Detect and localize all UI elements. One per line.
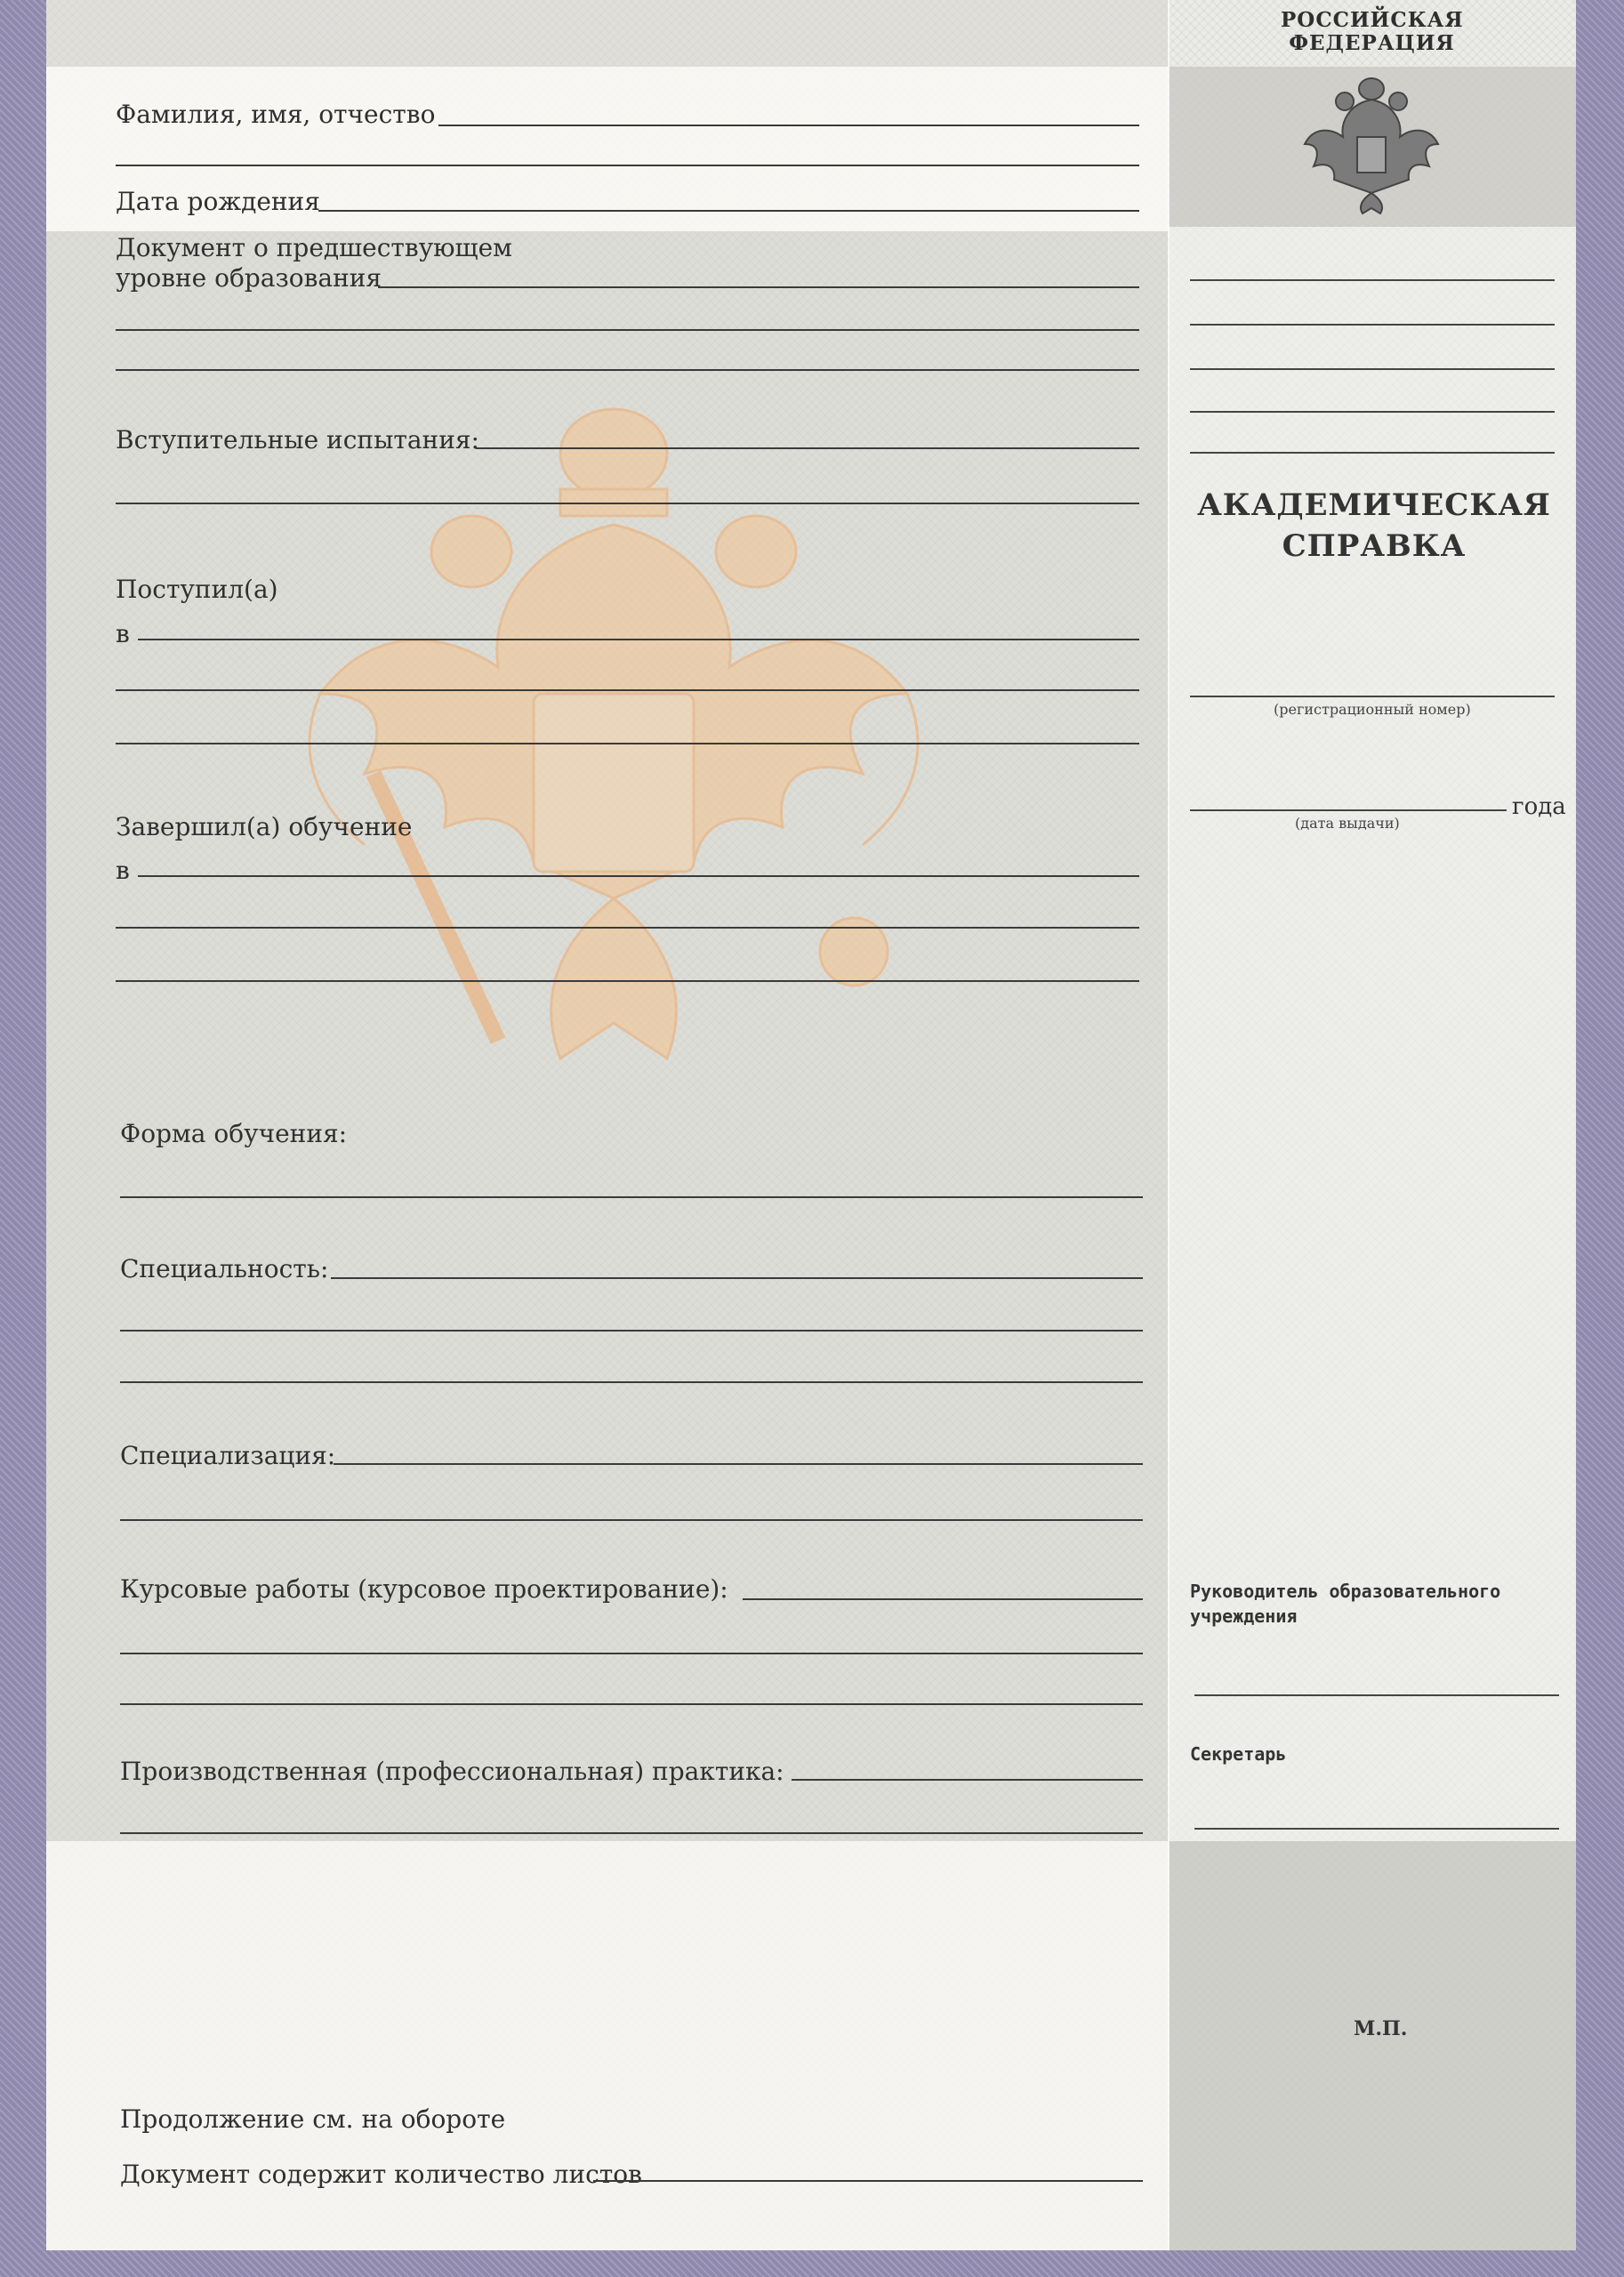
head-label-line-1: Руководитель образовательного — [1190, 1581, 1501, 1602]
bottom-band — [46, 1841, 1169, 2250]
right-blank-line-4 — [1190, 411, 1555, 413]
reg-number-caption: (регистрационный номер) — [1274, 701, 1471, 718]
eagle-watermark-icon — [267, 400, 961, 1130]
admitted-line-2 — [116, 689, 1139, 691]
coursework-line-3 — [120, 1703, 1143, 1705]
prev-education-line-3 — [116, 369, 1139, 371]
head-label-line-2: учреждения — [1190, 1605, 1298, 1627]
specialization-line-2 — [120, 1519, 1143, 1521]
continued-note: Продолжение см. на обороте — [120, 2104, 506, 2134]
birth-date-line — [318, 210, 1139, 212]
year-word: года — [1512, 793, 1566, 820]
practice-line-1 — [792, 1779, 1143, 1781]
sheet-count-label: Документ содержит количество листов — [120, 2160, 642, 2189]
top-strip — [46, 0, 1169, 67]
admitted-label: Поступил(а) — [116, 575, 278, 604]
completed-line-1 — [138, 875, 1139, 877]
coat-of-arms-icon — [1300, 73, 1443, 215]
title-line-1: АКАДЕМИЧЕСКАЯ — [1197, 487, 1551, 523]
secretary-label: Секретарь — [1190, 1743, 1287, 1765]
right-border — [1576, 0, 1624, 2277]
coursework-line-1 — [743, 1598, 1143, 1600]
completed-line-2 — [116, 927, 1139, 929]
column-divider — [1168, 0, 1170, 2250]
reg-number-line — [1190, 696, 1555, 697]
completed-label: Завершил(а) обучение — [116, 812, 413, 841]
full-name-line-1 — [438, 125, 1139, 126]
completed-line-3 — [116, 980, 1139, 982]
full-name-label: Фамилия, имя, отчество — [116, 100, 436, 129]
bottom-border — [0, 2250, 1624, 2277]
prev-education-label-1: Документ о предшествующем — [116, 233, 512, 262]
coursework-label: Курсовые работы (курсовое проектирование): — [120, 1574, 728, 1604]
country-name — [1281, 9, 1463, 55]
specialty-line-1 — [331, 1277, 1143, 1279]
entrance-exams-label: Вступительные испытания: — [116, 425, 479, 455]
specialty-line-3 — [120, 1381, 1143, 1383]
left-border — [0, 0, 46, 2277]
country-line-1: РОССИЙСКАЯ — [1281, 8, 1464, 32]
sheet-count-line — [593, 2180, 1143, 2182]
admitted-line-3 — [116, 743, 1139, 744]
issue-date-line — [1190, 809, 1507, 811]
document-title — [1192, 485, 1556, 567]
entrance-exams-line-2 — [116, 503, 1139, 504]
entrance-exams-line-1 — [476, 447, 1139, 449]
prev-education-line-2 — [116, 329, 1139, 331]
seal-panel — [1169, 1841, 1576, 2250]
right-blank-line-1 — [1190, 279, 1555, 281]
country-line-2: ФЕДЕРАЦИЯ — [1289, 31, 1455, 55]
practice-line-2 — [120, 1832, 1143, 1834]
admitted-in-label: в — [116, 619, 130, 648]
admitted-line-1 — [138, 639, 1139, 640]
completed-in-label: в — [116, 856, 130, 885]
coursework-line-2 — [120, 1653, 1143, 1654]
secretary-signature-line — [1194, 1828, 1559, 1830]
birth-date-label: Дата рождения — [116, 187, 320, 216]
seal-place-label: М.П. — [1354, 2017, 1408, 2040]
issue-date-caption: (дата выдачи) — [1295, 815, 1400, 832]
practice-label: Производственная (профессиональная) практика: — [120, 1757, 784, 1786]
right-blank-line-2 — [1190, 324, 1555, 326]
head-signature-line — [1194, 1694, 1559, 1696]
specialization-line-1 — [334, 1463, 1143, 1465]
study-form-line — [120, 1196, 1143, 1198]
specialty-label: Специальность: — [120, 1254, 329, 1283]
head-signature-label — [1190, 1579, 1500, 1629]
study-form-label: Форма обучения: — [120, 1119, 348, 1148]
prev-education-label-2: уровне образования — [116, 263, 382, 293]
prev-education-line-1 — [378, 286, 1139, 288]
specialization-label: Специализация: — [120, 1441, 336, 1470]
title-line-2: СПРАВКА — [1282, 528, 1467, 564]
specialty-line-2 — [120, 1330, 1143, 1332]
full-name-line-2 — [116, 165, 1139, 166]
right-blank-line-5 — [1190, 452, 1555, 454]
right-blank-line-3 — [1190, 368, 1555, 370]
